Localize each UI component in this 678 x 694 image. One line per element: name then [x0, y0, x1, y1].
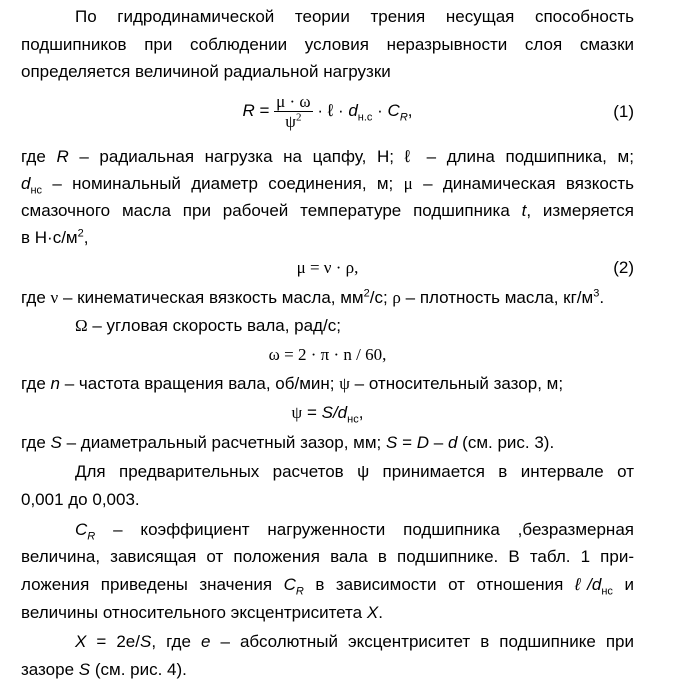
- paragraph-2-line-2: $d_{нс}$ – номинальный диаметр соединения, м; μ – динамическая вязкость: [21, 174, 634, 197]
- equation-1: R = $\frac{\mu \cdot \omega}{\psi^2}$ · ℓ · $d_{н.с} \cdot C_R$, (1): [242, 92, 634, 131]
- paragraph-3: где ν – кинематическая вязкость масла, $мм^2/с$; ρ – плотность масла, $кг/м^3$.: [21, 287, 605, 307]
- equation-4: $\psi = S/d_{нс}$,: [291, 403, 364, 426]
- paragraph-8-line-3: ложения приведены значения $C_R$ в зависимости от отношения $\ell/d_{нс}$ и: [21, 575, 634, 598]
- paragraph-1-line-3: определяется величиной радиальной нагрузки: [21, 62, 391, 81]
- paragraph-2-line-3: смазочного масла при рабочей температуре подшипника t, измеряется: [21, 201, 634, 220]
- paragraph-6: где S – диаметральный расчетный зазор, мм; S = D – d (см. рис. 3).: [21, 433, 555, 452]
- paragraph-7-line-1: Для предварительных расчетов ψ принимается в интервале от: [75, 462, 634, 481]
- paragraph-2-line-1: где R – радиальная нагрузка на цапфу, Н; ℓ – длина подшипника, м;: [21, 147, 634, 166]
- equation-1-fraction: $\frac{\mu \cdot \omega}{\psi^2}$: [276, 92, 311, 131]
- equation-2-number: (2): [613, 258, 634, 277]
- paragraph-5: где n – частота вращения вала, об/мин; ψ – относительный зазор, м;: [21, 374, 564, 393]
- paragraph-1-line-2: подшипников при соблюдении условия неразрывности слоя смазки: [21, 35, 634, 54]
- equation-2: μ = ν · ρ, (2): [296, 258, 634, 277]
- paragraph-8-line-4: величины относительного эксцентриситета X.: [21, 603, 383, 622]
- paragraph-1-line-1: По гидродинамической теории трения несущая способность: [75, 7, 634, 26]
- equation-1-number: (1): [613, 102, 634, 121]
- paragraph-4: Ω – угловая скорость вала, рад/с;: [75, 316, 341, 335]
- paragraph-9-line-1: X = 2e/S, где e – абсолютный эксцентриситет в подшипнике при: [75, 632, 634, 651]
- paragraph-7-line-2: 0,001 до 0,003.: [21, 490, 140, 509]
- paragraph-8-line-1: $C_R$ – коэффициент нагруженности подшипника ,безразмерная: [75, 520, 634, 543]
- paragraph-2-line-4: в $Н\cdot с/м^2$,: [21, 227, 89, 247]
- paragraph-9-line-2: зазоре S (см. рис. 4).: [21, 660, 187, 679]
- paragraph-8-line-2: величина, зависящая от положения вала в подшипнике. В табл. 1 при-: [21, 547, 634, 566]
- equation-3: ω = 2 · π · n / 60,: [268, 345, 387, 364]
